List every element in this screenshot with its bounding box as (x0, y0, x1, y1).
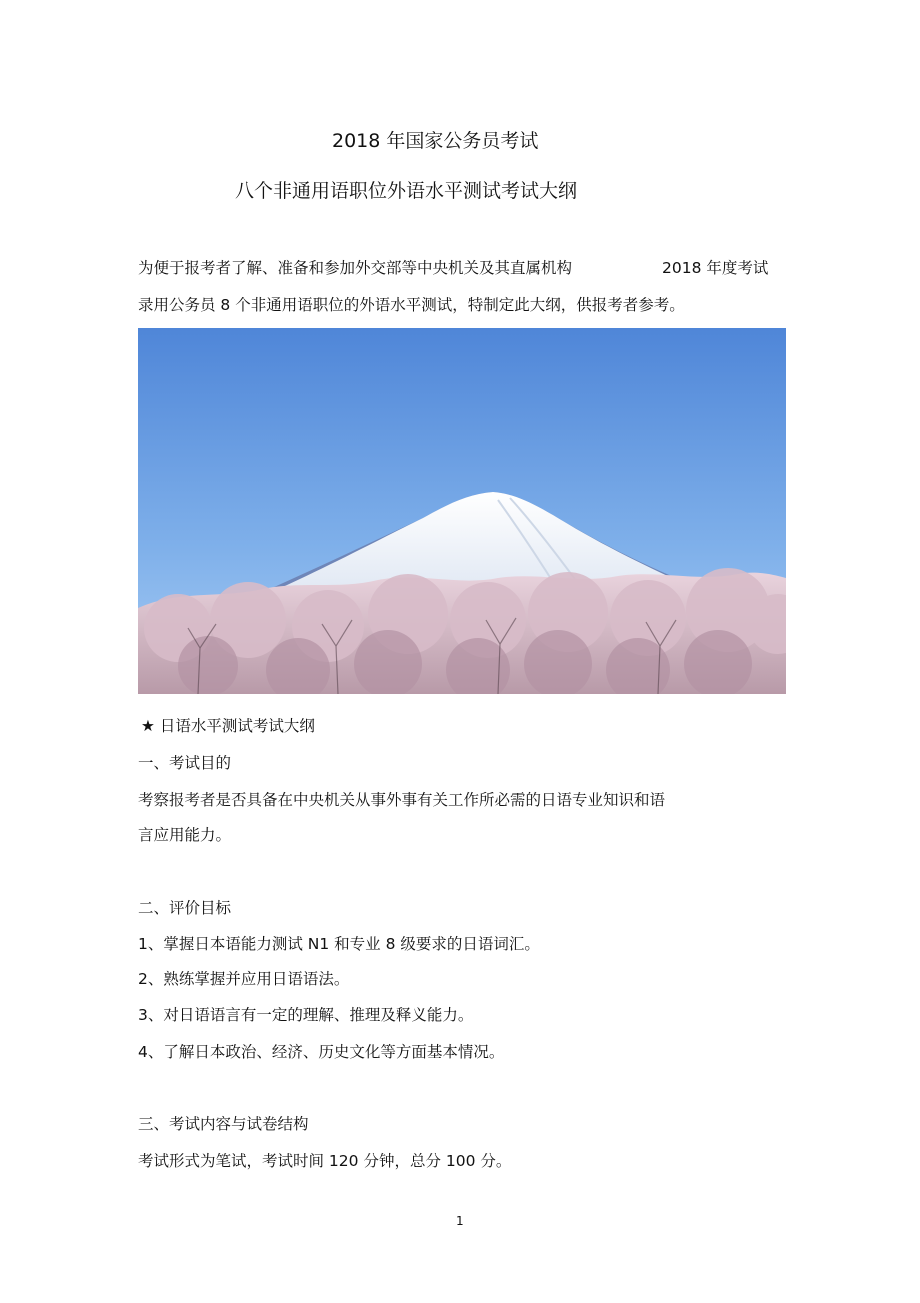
doc-title-line1: 2018 年国家公务员考试 (332, 130, 539, 152)
intro-line1-b: 2018 年度考试 (662, 259, 769, 277)
section3-text-line1: 考试形式为笔试，考试时间 120 分钟，总分 100 分。 (138, 1152, 512, 1170)
list-item: 2、熟练掌握并应用日语语法。 (138, 970, 350, 988)
intro-line2: 录用公务员 8 个非通用语职位的外语水平测试，特制定此大纲，供报考者参考。 (138, 296, 685, 314)
intro-line1-a: 为便于报考者了解、准备和参加外交部等中央机关及其直属机构 (138, 259, 573, 277)
section2-heading: 二、评价目标 (138, 899, 232, 917)
list-item: 1、掌握日本语能力测试 N1 和专业 8 级要求的日语词汇。 (138, 935, 540, 953)
doc-title-line2: 八个非通用语职位外语水平测试考试大纲 (235, 180, 578, 202)
list-item: 4、了解日本政治、经济、历史文化等方面基本情况。 (138, 1043, 505, 1061)
list-item: 3、对日语语言有一定的理解、推理及释义能力。 (138, 1006, 474, 1024)
section1-text-line2: 言应用能力。 (138, 826, 232, 844)
section1-heading: 一、考试目的 (138, 754, 232, 772)
mountain-photo (138, 328, 786, 694)
section1-text-line1: 考察报考者是否具备在中央机关从事外事有关工作所必需的日语专业知识和语 (138, 791, 666, 809)
section3-heading: 三、考试内容与试卷结构 (138, 1115, 309, 1133)
page-number: 1 (456, 1214, 464, 1228)
section-japanese-heading: ★ 日语水平测试考试大纲 (141, 717, 315, 735)
